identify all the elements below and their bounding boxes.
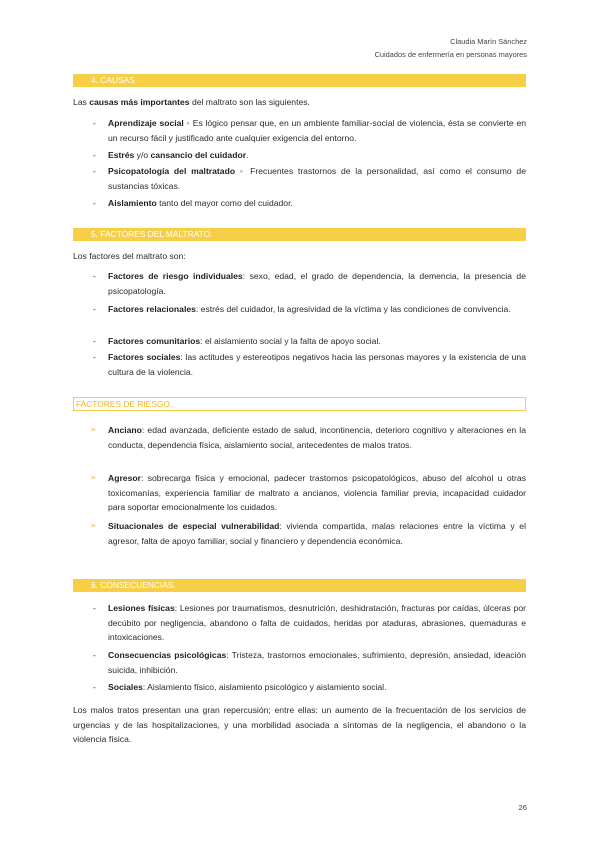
section-4-intro: Las causas más importantes del maltrato son las siguientes. [73, 97, 310, 107]
section-5-heading: 5. FACTORES DEL MALTRATO. [73, 228, 526, 241]
list-item: - Factores comunitarios: el aislamiento social y la falta de apoyo social. [93, 336, 381, 346]
section-4-heading: 4. CAUSAS. [73, 74, 526, 87]
list-item: - Estrés y/o cansancio del cuidador. [93, 150, 249, 160]
list-item: ➢ Anciano: edad avanzada, deficiente estado de salud, incontinencia, deterioro cognitivo y alteraciones en la conducta, dependencia física, aislamiento social, antecedentes de malos tratos. [90, 425, 526, 450]
page-number: 26 [518, 803, 527, 812]
arrow-bullet-icon: ➢ [90, 473, 97, 482]
list-item: ➢ Situacionales de especial vulnerabilidad: vivienda compartida, malas relaciones entre la víctima y el agresor, falta de apoyo familiar, social y financiero y dependencia económica. [90, 521, 526, 546]
closing-paragraph: Los malos tratos presentan una gran repercusión; entre ellas: un aumento de la frecuentación de los servicios de urgencias y de las hospitalizaciones, y una morbilidad asociada a síntomas de la negligencia, el abandono o la violencia física. [73, 705, 526, 745]
list-item: ➢ Agresor: sobrecarga física y emocional, padecer trastornos psicopatológicos, abuso del alcohol u otras toxicomanías, experiencia familiar de maltrato a ancianos, violencia familiar previa, incapacidad cuidador para soportar emocionalmente los cuidados. [90, 473, 526, 513]
list-item: - Factores relacionales: estrés del cuidador, la agresividad de la víctima y las condiciones de convivencia. [93, 304, 511, 314]
list-item: - Psicopatología del maltratado ◦ Frecuentes trastornos de la personalidad, así como el consumo de sustancias tóxicas. [93, 166, 526, 191]
list-item: - Consecuencias psicológicas: Tristeza, trastornos emocionales, sufrimiento, depresión, ansiedad, ideación suicida, inhibición. [93, 650, 526, 675]
list-item: - Aprendizaje social ◦ Es lógico pensar que, en un ambiente familiar-social de violencia, ésta se convierte en un recurso fácil y justificado ante cualquier exigencia del entorno. [93, 118, 526, 143]
list-item: - Aislamiento tanto del mayor como del cuidador. [93, 198, 293, 208]
list-item: - Sociales: Aislamiento físico, aislamiento psicológico y aislamiento social. [93, 682, 387, 692]
header-author: Claudia Marín Sánchez [450, 37, 527, 46]
list-item: - Lesiones físicas: Lesiones por traumatismos, desnutrición, deshidratación, fracturas por caídas, úlceras por decúbito por negligencia, abandono o falta de cuidados, heridas por ataduras, abrasiones, quemaduras e intoxicaciones. [93, 603, 526, 643]
section-6-heading: 6. CONSECUENCIAS. [73, 579, 526, 592]
header-subtitle: Cuidados de enfermería en personas mayores [374, 50, 527, 59]
section-5-intro: Los factores del maltrato son: [73, 251, 186, 261]
risk-factors-heading: FACTORES DE RIESGO. [73, 397, 526, 411]
list-item: - Factores sociales: las actitudes y estereotipos negativos hacia las personas mayores y la existencia de una cultura de la violencia. [93, 352, 526, 377]
arrow-bullet-icon: ➢ [90, 521, 97, 530]
arrow-bullet-icon: ➢ [90, 425, 97, 434]
list-item: - Factores de riesgo individuales: sexo, edad, el grado de dependencia, la demencia, la presencia de psicopatología. [93, 271, 526, 296]
